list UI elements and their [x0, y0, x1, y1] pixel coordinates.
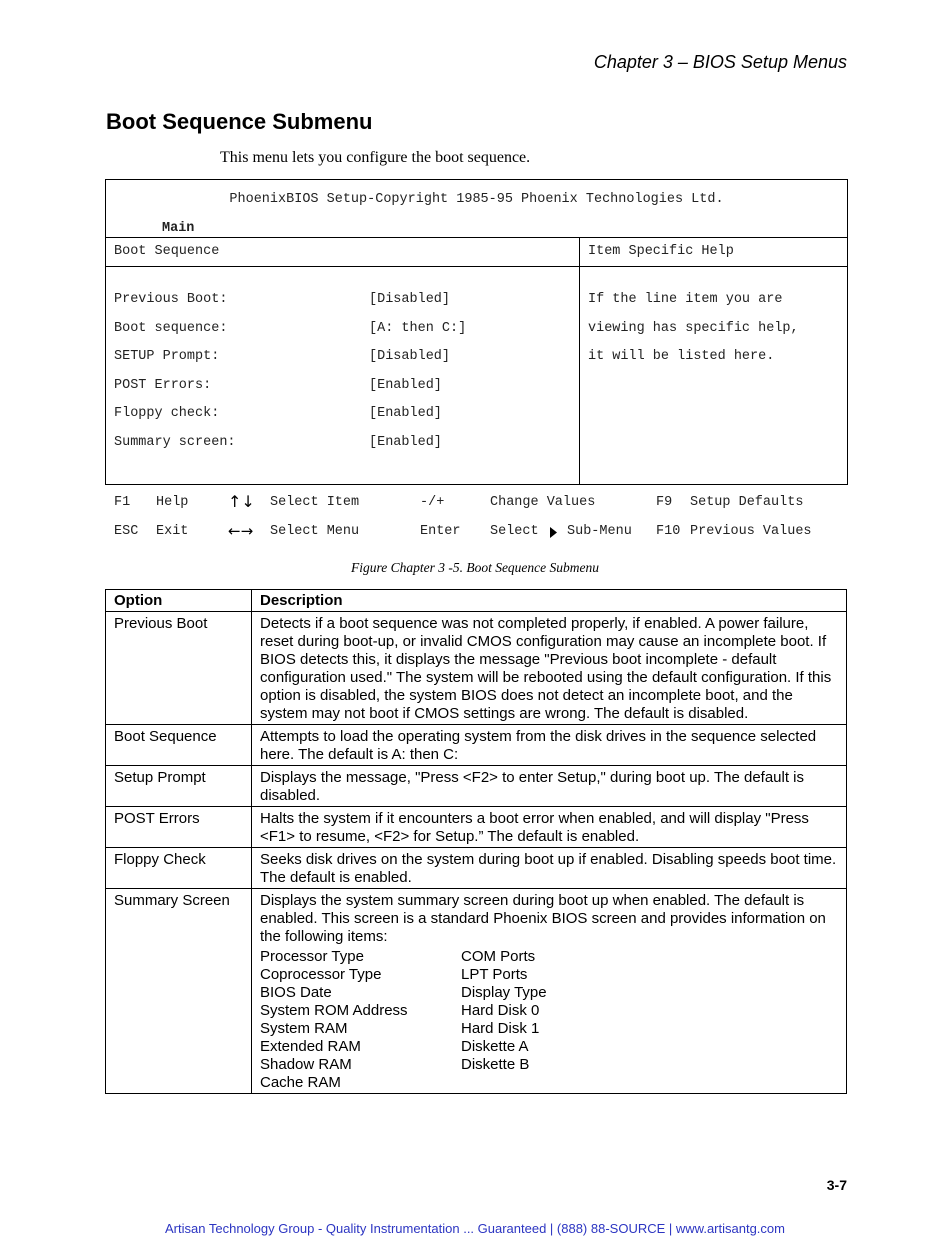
option-value-summary-screen[interactable]: [Enabled]: [369, 435, 442, 450]
option-value-boot-sequence[interactable]: [A: then C:]: [369, 321, 467, 336]
bios-tick: [847, 266, 848, 288]
option-label-setup-prompt: SETUP Prompt:: [114, 349, 220, 364]
option-label-floppy-check: Floppy check:: [114, 406, 220, 421]
option-description: Halts the system if it encounters a boot error when enabled, and will display "Press <F1> to resume, <F2> for Setup.” The default is enabled.: [252, 807, 847, 848]
summary-item: Diskette B: [461, 1056, 530, 1073]
key-f1-desc: Help: [156, 495, 189, 510]
table-row: [106, 889, 847, 1094]
key-select-item-desc: Select Item: [270, 495, 360, 510]
table-row: [106, 725, 847, 766]
help-text-line: it will be listed here.: [588, 349, 775, 364]
option-label-post-errors: POST Errors:: [114, 378, 212, 393]
bios-column-divider: [579, 237, 580, 484]
option-description: Seeks disk drives on the system during boot up if enabled. Disabling speeds boot time. The default is enabled.: [252, 848, 847, 889]
option-description: Displays the message, "Press <F2> to enter Setup," during boot up. The default is disabled.: [252, 766, 847, 807]
table-row: [106, 848, 847, 889]
bios-screen: [105, 179, 848, 485]
help-text-line: If the line item you are: [588, 292, 783, 307]
option-description: Detects if a boot sequence was not completed properly, if enabled. A power failure, reset during boot-up, or invalid CMOS configuration may cause an incomplete boot. If BIOS detects this, it displays the message "Previous boot incomplete - default configuration used." The system will be rebooted using the default configuration. If this option is disabled, the system BIOS does not detect an incomplete boot, and the system may not boot if CMOS settings are wrong. The default is disabled.: [252, 612, 847, 725]
summary-item: LPT Ports: [461, 966, 528, 983]
key-submenu-desc: Sub-Menu: [567, 524, 632, 539]
bios-left-header: Boot Sequence: [114, 244, 220, 259]
table-row: [106, 612, 847, 725]
up-down-arrows-icon: ↑↓: [228, 492, 255, 511]
key-enter: Enter: [420, 524, 461, 539]
figure-caption: Figure Chapter 3 -5. Boot Sequence Submenu: [350, 560, 600, 575]
summary-item: Cache RAM: [260, 1074, 341, 1091]
option-value-post-errors[interactable]: [Enabled]: [369, 378, 442, 393]
left-right-arrows-icon: ←→: [228, 522, 254, 540]
summary-item: COM Ports: [461, 948, 536, 965]
option-name: Previous Boot: [106, 612, 252, 725]
table-row: [106, 766, 847, 807]
key-plus-minus: -/+: [420, 495, 445, 510]
option-label-previous-boot: Previous Boot:: [114, 292, 228, 307]
section-title: Boot Sequence Submenu: [106, 109, 373, 134]
summary-item: System RAM: [260, 1020, 348, 1037]
key-esc: ESC: [114, 524, 139, 539]
bios-title: PhoenixBIOS Setup-Copyright 1985-95 Phoenix Technologies Ltd.: [229, 192, 724, 207]
summary-item-empty: [461, 1074, 838, 1092]
option-name: POST Errors: [106, 807, 252, 848]
summary-item: Display Type: [461, 984, 547, 1001]
key-select-menu-desc: Select Menu: [270, 524, 360, 539]
option-description: Attempts to load the operating system from the disk drives in the sequence selected here. The default is A: then C:: [252, 725, 847, 766]
footer-text[interactable]: Artisan Technology Group - Quality Instrumentation ... Guaranteed | (888) 88-SOURCE | www.artisantg.com: [165, 1221, 785, 1236]
intro-text: This menu lets you configure the boot sequence.: [220, 149, 531, 166]
option-description-table: [105, 589, 847, 1094]
option-label-summary-screen: Summary screen:: [114, 435, 236, 450]
column-header-option: Option: [106, 590, 252, 612]
bios-right-header: Item Specific Help: [588, 244, 734, 259]
summary-item: System ROM Address: [260, 1002, 408, 1019]
table-header-row: [106, 590, 847, 612]
key-change-values-desc: Change Values: [490, 495, 596, 510]
option-name: Floppy Check: [106, 848, 252, 889]
key-select-desc: Select: [490, 524, 539, 539]
column-header-description: Description: [252, 590, 847, 612]
right-triangle-icon: [550, 527, 557, 538]
key-f1: F1: [114, 495, 131, 510]
option-description-cell: [252, 889, 847, 1094]
help-text-line: viewing has specific help,: [588, 321, 799, 336]
summary-item: Diskette A: [461, 1038, 529, 1055]
summary-item: BIOS Date: [260, 984, 332, 1001]
summary-items-list: [260, 948, 838, 1092]
bios-divider: [106, 266, 847, 267]
option-name: Setup Prompt: [106, 766, 252, 807]
option-value-previous-boot[interactable]: [Disabled]: [369, 292, 451, 307]
option-name: Boot Sequence: [106, 725, 252, 766]
summary-item: Shadow RAM: [260, 1056, 352, 1073]
bios-divider: [106, 237, 847, 238]
summary-item: Extended RAM: [260, 1038, 361, 1055]
option-value-floppy-check[interactable]: [Enabled]: [369, 406, 442, 421]
key-f9-desc: Setup Defaults: [690, 495, 804, 510]
summary-item: Hard Disk 1: [461, 1020, 540, 1037]
summary-item: Processor Type: [260, 948, 364, 965]
option-description: Displays the system summary screen during boot up when enabled. The default is enabled. This screen is a standard Phoenix BIOS screen and provides information on the following items:: [260, 892, 826, 945]
summary-item: Hard Disk 0: [461, 1002, 540, 1019]
summary-item: Coprocessor Type: [260, 966, 382, 983]
key-esc-desc: Exit: [156, 524, 189, 539]
page-number: 3-7: [826, 1177, 847, 1193]
bios-tab-main[interactable]: Main: [162, 221, 195, 236]
option-value-setup-prompt[interactable]: [Disabled]: [369, 349, 451, 364]
option-name: Summary Screen: [106, 889, 252, 1094]
table-row: [106, 807, 847, 848]
key-f10: F10: [656, 524, 681, 539]
option-label-boot-sequence: Boot sequence:: [114, 321, 228, 336]
chapter-header: Chapter 3 – BIOS Setup Menus: [593, 52, 847, 72]
key-f9: F9: [656, 495, 673, 510]
key-f10-desc: Previous Values: [690, 524, 812, 539]
bios-key-legend: [0, 492, 950, 545]
